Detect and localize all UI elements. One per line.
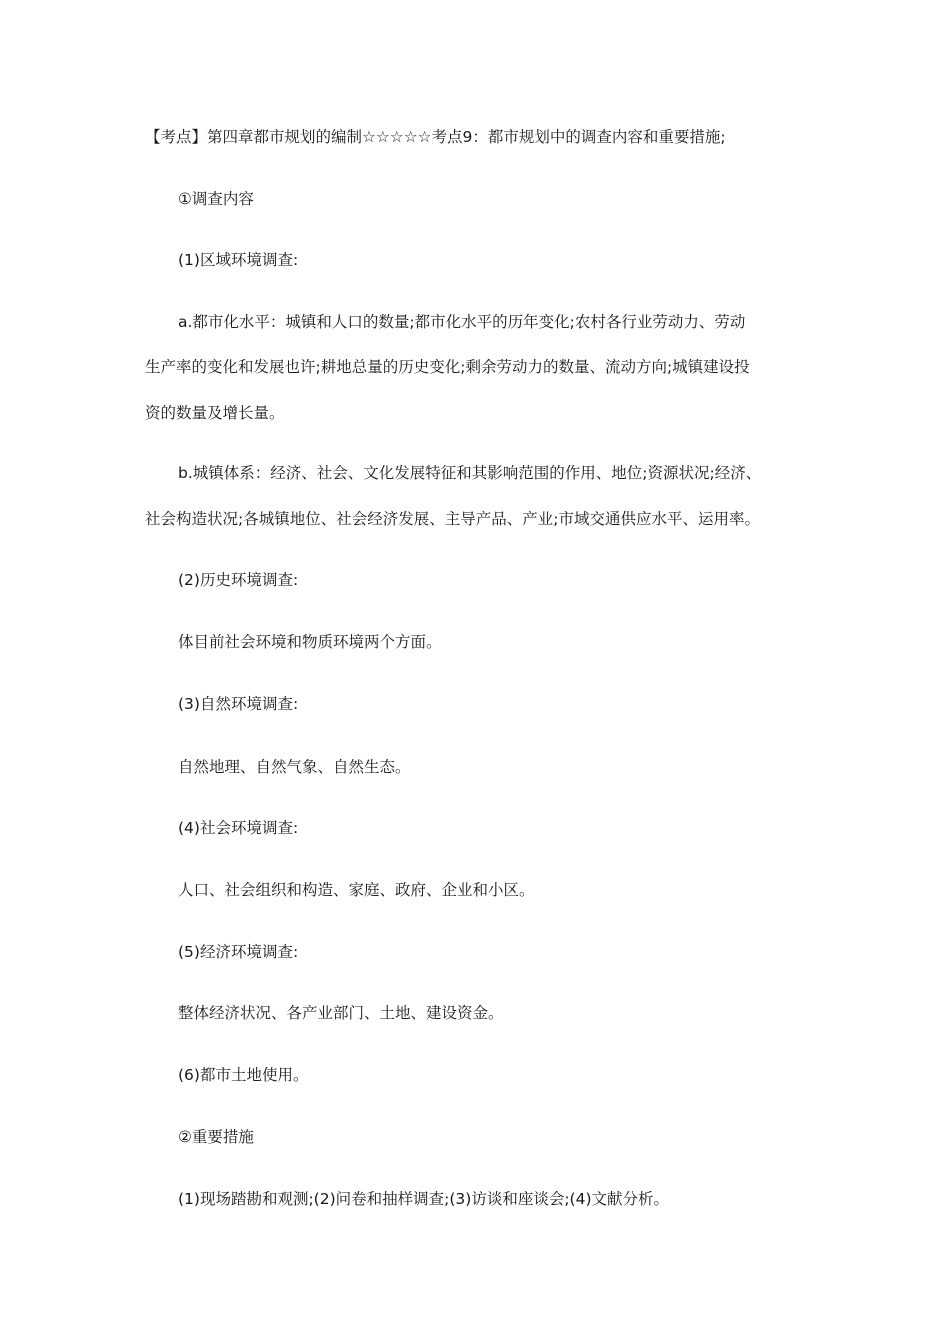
paragraph-line: a.都市化水平：城镇和人口的数量;都市化水平的历年变化;农村各行业劳动力、劳动: [178, 313, 746, 331]
paragraph-line: b.城镇体系：经济、社会、文化发展特征和其影响范围的作用、地位;资源状况;经济、: [178, 464, 762, 482]
paragraph-line: 人口、社会组织和构造、家庭、政府、企业和小区。: [178, 881, 535, 899]
item-title-social: (4)社会环境调查:: [178, 819, 299, 837]
item-title-historical: (2)历史环境调查:: [178, 571, 299, 589]
item-title-natural: (3)自然环境调查:: [178, 695, 299, 713]
paragraph-line: 资的数量及增长量。: [145, 404, 285, 422]
paragraph-line: 体目前社会环境和物质环境两个方面。: [178, 633, 442, 651]
section-title-methods: ②重要措施: [178, 1128, 254, 1146]
paragraph-line: 整体经济状况、各产业部门、土地、建设资金。: [178, 1004, 504, 1022]
section-title-survey: ①调查内容: [178, 190, 254, 208]
paragraph-line: 自然地理、自然气象、自然生态。: [178, 758, 411, 776]
document-heading: 【考点】第四章都市规划的编制☆☆☆☆☆考点9：都市规划中的调查内容和重要措施;: [145, 128, 726, 146]
item-title-land-use: (6)都市土地使用。: [178, 1066, 309, 1084]
paragraph-line: 生产率的变化和发展也许;耕地总量的历史变化;剩余劳动力的数量、流动方向;城镇建设投: [145, 358, 750, 376]
item-title-economic: (5)经济环境调查:: [178, 943, 299, 961]
paragraph-line: 社会构造状况;各城镇地位、社会经济发展、主导产品、产业;市域交通供应水平、运用率。: [145, 510, 760, 528]
paragraph-line: (1)现场踏勘和观测;(2)问卷和抽样调查;(3)访谈和座谈会;(4)文献分析。: [178, 1190, 669, 1208]
item-title-regional: (1)区域环境调查:: [178, 251, 299, 269]
